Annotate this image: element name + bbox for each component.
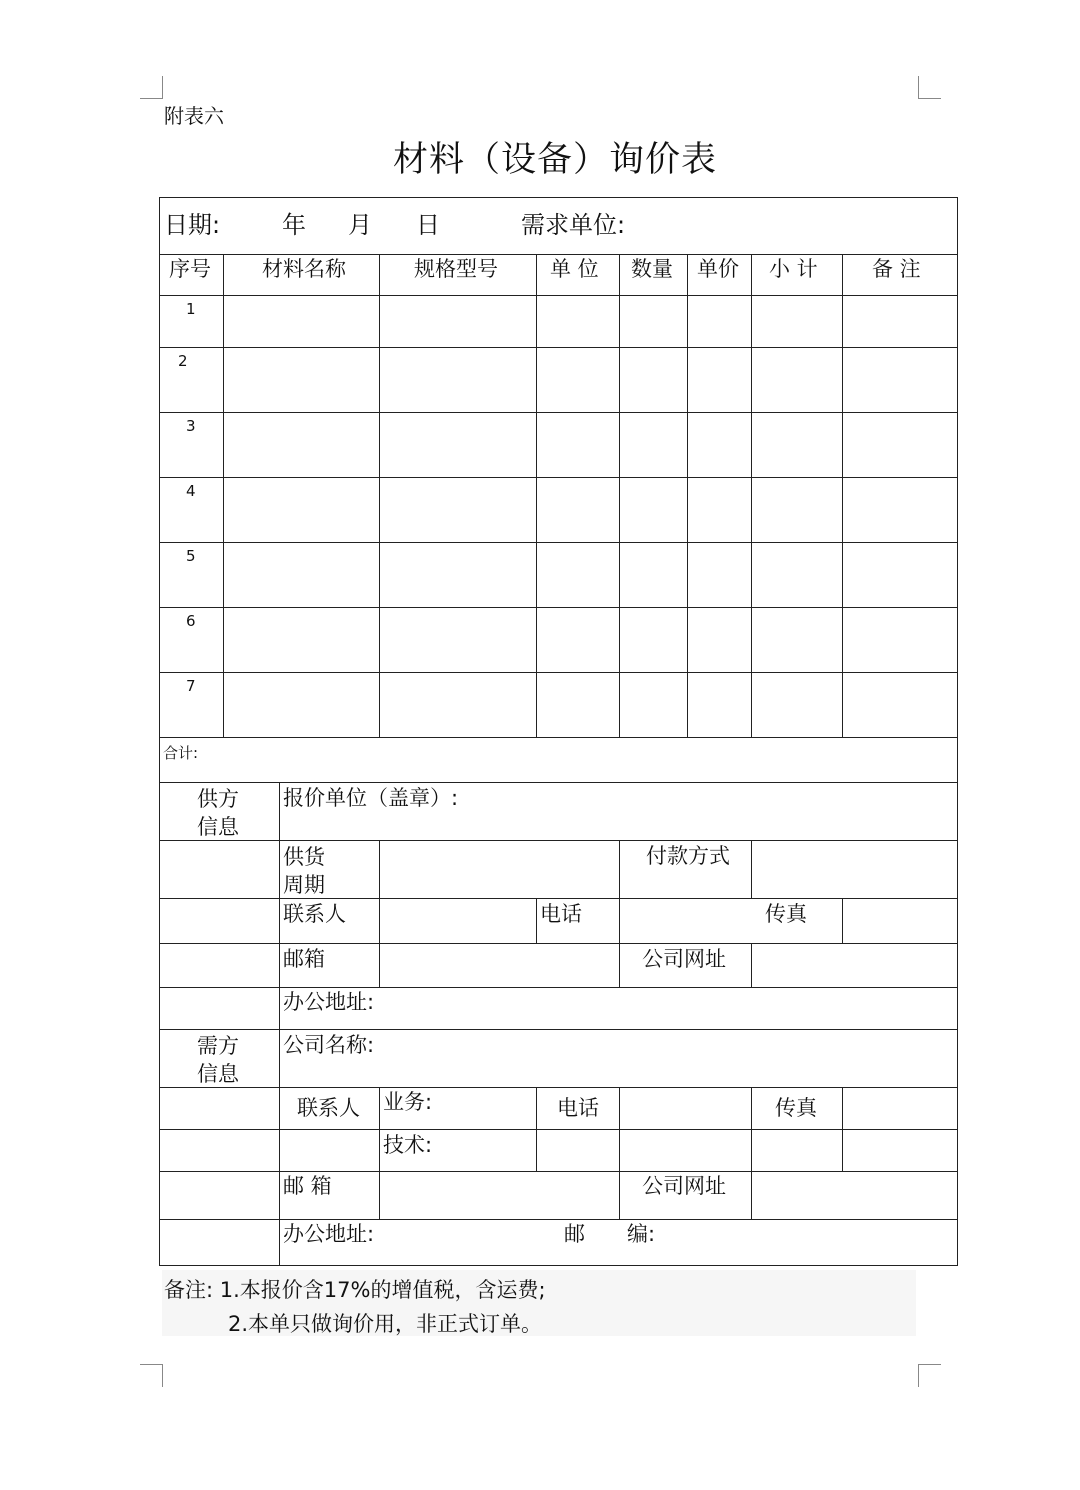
remark-line-1: 备注: 1.本报价含17%的增值税，含运费; bbox=[164, 1278, 546, 1302]
payment-method-label: 付款方式 bbox=[646, 844, 730, 868]
row-number: 3 bbox=[186, 417, 196, 435]
supplier-website-label: 公司网址 bbox=[642, 947, 726, 971]
row-number: 1 bbox=[186, 300, 196, 318]
table-rule bbox=[619, 254, 620, 737]
table-rule bbox=[842, 254, 843, 737]
table-rule bbox=[536, 898, 537, 943]
table-rule bbox=[842, 898, 843, 943]
table-rule bbox=[687, 254, 688, 737]
page-title: 材料（设备）询价表 bbox=[392, 140, 717, 180]
quote-unit-label: 报价单位（盖章）: bbox=[283, 786, 459, 810]
table-rule bbox=[379, 1087, 380, 1219]
table-rule bbox=[751, 943, 752, 987]
crop-mark-top-left bbox=[140, 76, 163, 99]
buyer-address-label: 办公地址: bbox=[283, 1222, 375, 1246]
column-header: 单 位 bbox=[550, 257, 599, 281]
buyer-postcode-label: 邮 编: bbox=[564, 1222, 656, 1246]
table-rule bbox=[751, 840, 752, 898]
table-rule bbox=[619, 1087, 620, 1219]
table-rule bbox=[160, 412, 957, 413]
buyer-website-label: 公司网址 bbox=[642, 1174, 726, 1198]
column-header: 单价 bbox=[697, 257, 739, 281]
supplier-section-label: 供方 信息 bbox=[197, 787, 239, 839]
buyer-fax-label: 传真 bbox=[775, 1096, 817, 1120]
date-label: 日期: bbox=[164, 211, 221, 239]
remarks-box bbox=[162, 1270, 916, 1336]
column-header: 规格型号 bbox=[414, 257, 498, 281]
buyer-company-label: 公司名称: bbox=[283, 1033, 375, 1057]
total-label: 合计: bbox=[163, 744, 199, 762]
supplier-address-label: 办公地址: bbox=[283, 990, 375, 1014]
remark-line-2: 2.本单只做询价用，非正式订单。 bbox=[228, 1312, 543, 1336]
table-rule bbox=[379, 840, 380, 988]
buyer-email-label: 邮 箱 bbox=[283, 1174, 332, 1198]
table-rule bbox=[160, 737, 957, 738]
crop-mark-top-right bbox=[918, 76, 941, 99]
column-header: 材料名称 bbox=[262, 257, 346, 281]
inquiry-table bbox=[159, 197, 958, 1266]
table-rule bbox=[619, 840, 620, 988]
delivery-period-label: 供货 周期 bbox=[283, 845, 325, 897]
buyer-tech-label: 技术: bbox=[383, 1133, 433, 1157]
table-rule bbox=[160, 607, 957, 608]
year-label: 年 bbox=[282, 211, 306, 239]
row-number: 2 bbox=[178, 352, 188, 370]
table-rule bbox=[160, 295, 957, 296]
table-rule bbox=[379, 254, 380, 737]
table-rule bbox=[160, 477, 957, 478]
appendix-label: 附表六 bbox=[164, 104, 224, 128]
table-rule bbox=[160, 542, 957, 543]
column-header: 数量 bbox=[631, 257, 673, 281]
day-label: 日 bbox=[416, 211, 440, 239]
supplier-phone-label: 电话 bbox=[540, 902, 582, 926]
row-number: 7 bbox=[186, 677, 196, 695]
column-header: 序号 bbox=[169, 257, 211, 281]
table-rule bbox=[751, 1087, 752, 1219]
demand-unit-label: 需求单位: bbox=[521, 211, 626, 239]
buyer-contact-label: 联系人 bbox=[297, 1096, 360, 1120]
table-rule bbox=[842, 1087, 843, 1171]
supplier-fax-label: 传真 bbox=[765, 902, 807, 926]
row-number: 5 bbox=[186, 547, 196, 565]
supplier-email-label: 邮箱 bbox=[283, 947, 325, 971]
crop-mark-bottom-right bbox=[918, 1364, 941, 1387]
month-label: 月 bbox=[348, 211, 372, 239]
column-header: 小 计 bbox=[769, 257, 818, 281]
table-rule bbox=[279, 782, 280, 1266]
table-rule bbox=[160, 672, 957, 673]
row-number: 4 bbox=[186, 482, 196, 500]
table-rule bbox=[160, 254, 957, 255]
table-rule bbox=[751, 254, 752, 737]
buyer-business-label: 业务: bbox=[383, 1090, 433, 1114]
table-rule bbox=[160, 347, 957, 348]
table-rule bbox=[223, 254, 224, 737]
supplier-contact-label: 联系人 bbox=[283, 902, 346, 926]
column-header: 备 注 bbox=[872, 257, 921, 281]
table-rule bbox=[536, 1087, 537, 1171]
crop-mark-bottom-left bbox=[140, 1364, 163, 1387]
buyer-phone-label: 电话 bbox=[557, 1096, 599, 1120]
row-number: 6 bbox=[186, 612, 196, 630]
buyer-section-label: 需方 信息 bbox=[197, 1034, 239, 1086]
table-rule bbox=[536, 254, 537, 737]
